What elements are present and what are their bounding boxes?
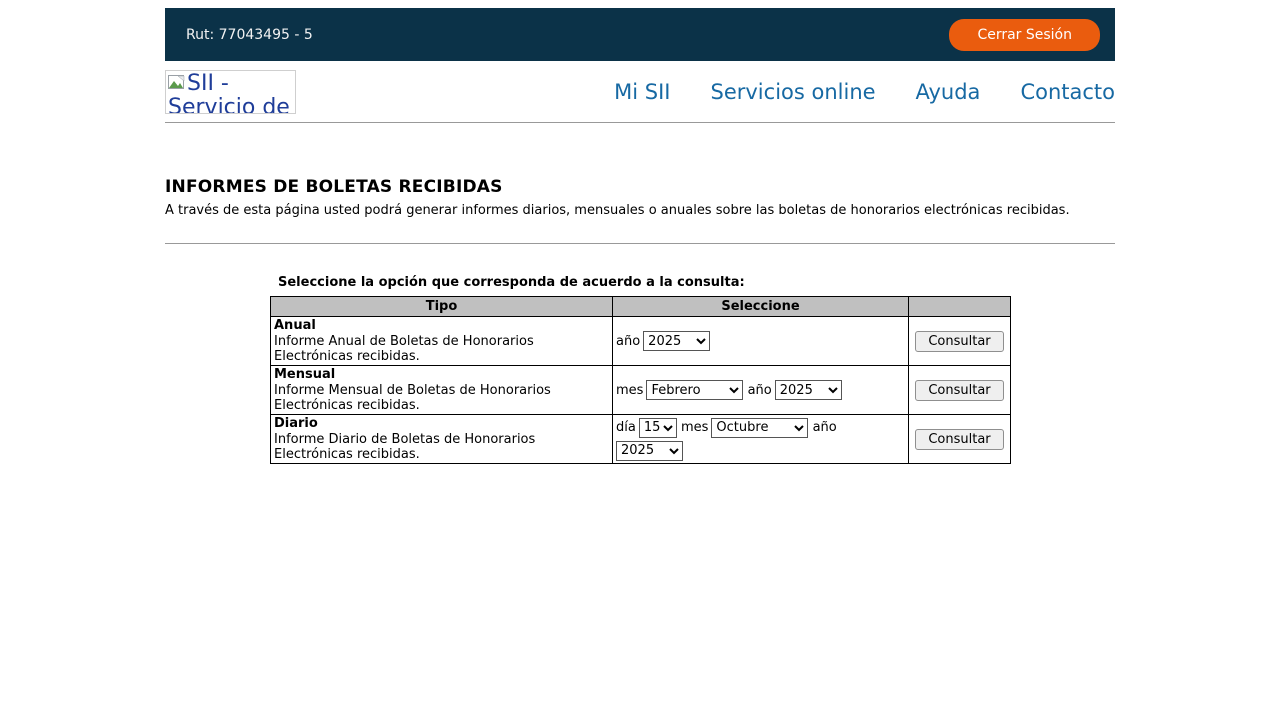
page-title: INFORMES DE BOLETAS RECIBIDAS [165,177,503,197]
nav-ayuda[interactable]: Ayuda [915,79,981,104]
mensual-row-name: Mensual [274,367,336,382]
mensual-row-desc: Informe Mensual de Boletas de Honorarios Electrónicas recibidas. [274,383,551,413]
mensual-year-select[interactable] [775,380,842,400]
diario-row-name: Diario [274,416,318,431]
column-header-empty [909,297,1011,317]
logout-button[interactable]: Cerrar Sesión [949,19,1100,51]
diario-row-desc: Informe Diario de Boletas de Honorarios Electrónicas recibidas. [274,432,536,462]
table-row-anual [271,317,1011,366]
anual-year-label: año [616,333,641,349]
mensual-month-select[interactable] [646,380,743,400]
broken-image-icon [168,75,185,94]
form-heading: Seleccione la opción que corresponda de acuerdo a la consulta: [278,275,745,290]
page-subtitle: A través de esta página usted podrá generar informes diarios, mensuales o anuales sobre las boletas de honorarios electrónicas recibidas. [165,203,1070,218]
main-content [165,177,1115,464]
report-form [270,275,1010,464]
nav-mi-sii[interactable]: Mi SII [614,79,671,104]
anual-tipo-cell [271,317,613,366]
diario-button-cell [909,415,1011,464]
mensual-button-cell [909,366,1011,415]
logo-alt-text: SII - Servicio de [168,70,290,114]
anual-button-cell [909,317,1011,366]
diario-day-select[interactable] [639,418,677,438]
column-header-tipo: Tipo [271,297,613,317]
nav-contacto[interactable]: Contacto [1020,79,1115,104]
diario-day-label: día [616,420,636,435]
main-nav [614,80,1115,104]
anual-row-name: Anual [274,318,316,333]
anual-year-select[interactable] [643,331,710,351]
sii-logo-broken-image[interactable] [165,70,296,114]
mensual-year-label: año [747,382,772,398]
diario-year-label: año [812,420,837,435]
diario-select-cell [613,415,909,464]
diario-month-label: mes [680,420,709,435]
diario-year-select[interactable] [616,441,683,461]
column-header-seleccione: Seleccione [613,297,909,317]
topbar [165,8,1115,61]
mensual-month-label: mes [616,382,644,398]
diario-month-select[interactable] [711,418,808,438]
mensual-tipo-cell [271,366,613,415]
report-table [270,296,1011,464]
consultar-diario-button[interactable]: Consultar [915,429,1003,450]
mensual-select-cell [613,366,909,415]
consultar-anual-button[interactable]: Consultar [915,331,1003,352]
nav-servicios-online[interactable]: Servicios online [710,79,876,104]
rut-label: Rut: 77043495 - 5 [186,26,313,43]
consultar-mensual-button[interactable]: Consultar [915,380,1003,401]
diario-year-line [616,441,905,461]
page-container [165,8,1115,464]
anual-select-cell [613,317,909,366]
site-header [165,61,1115,123]
diario-tipo-cell [271,415,613,464]
anual-row-desc: Informe Anual de Boletas de Honorarios Electrónicas recibidas. [274,334,534,364]
table-row-mensual [271,366,1011,415]
divider [165,243,1115,244]
table-header-row [271,297,1011,317]
table-row-diario [271,415,1011,464]
